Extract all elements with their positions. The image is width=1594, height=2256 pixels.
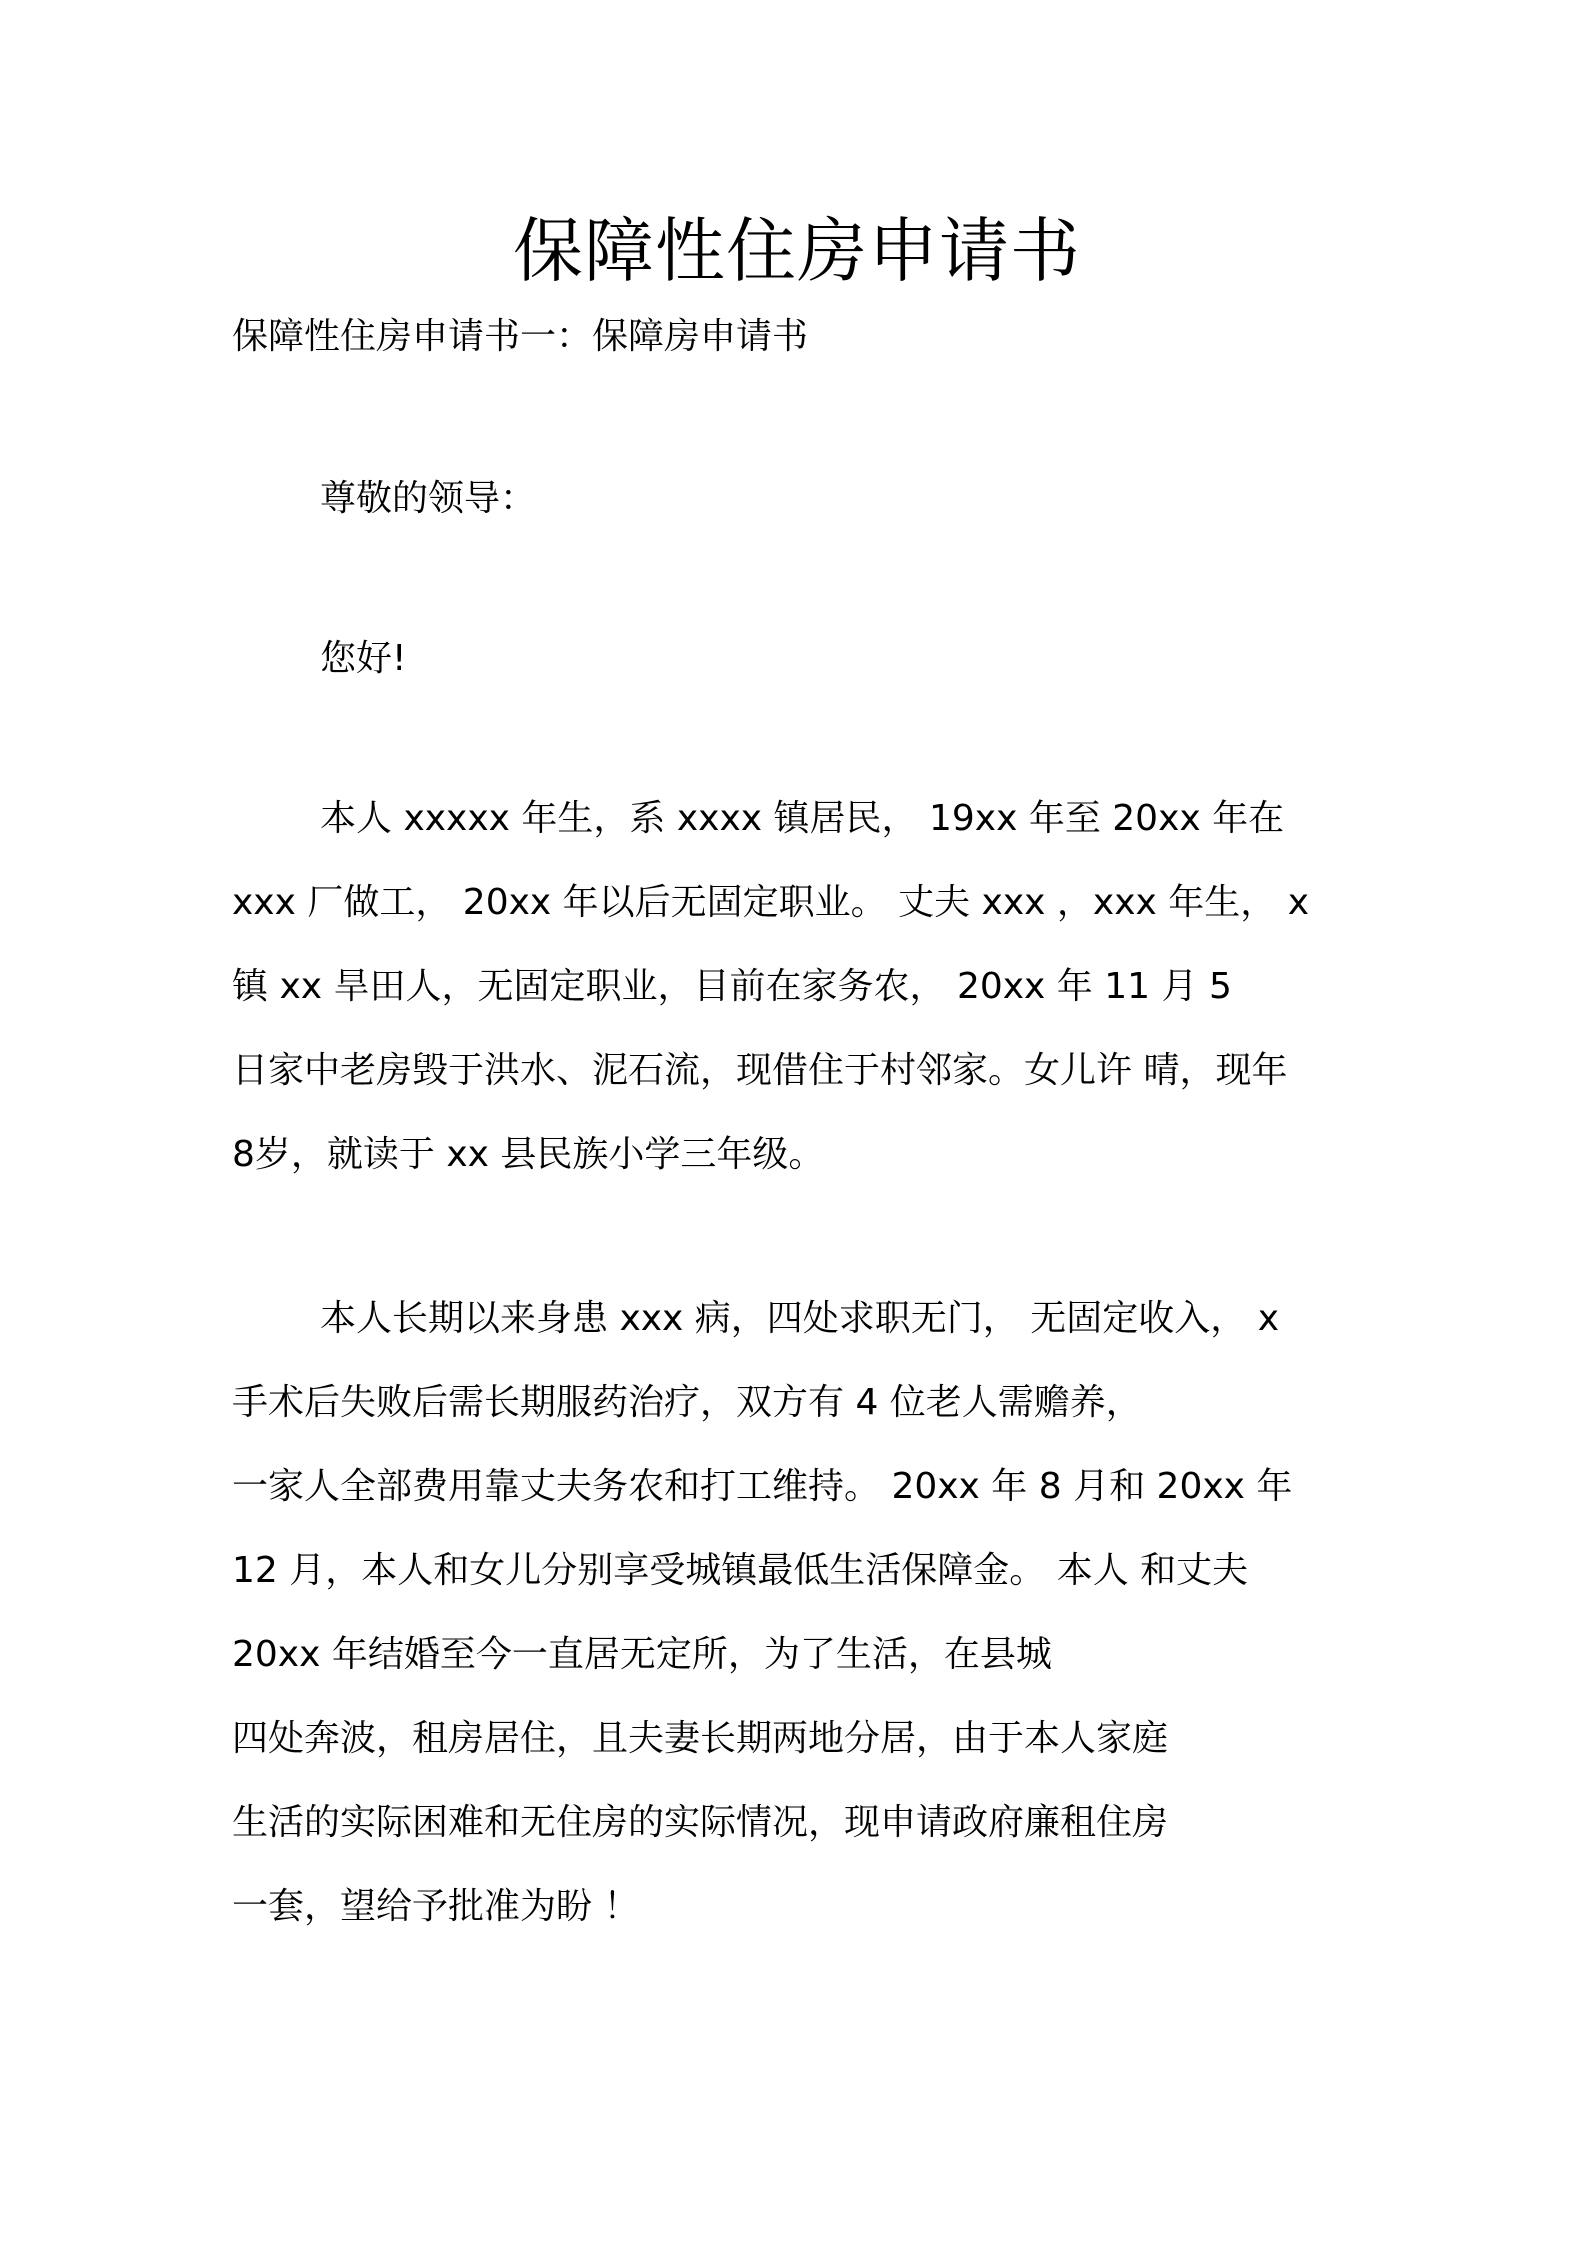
paragraph2-line: 手术后失败后需长期服药治疗，双方有 4 位老人需赡养，	[232, 1382, 1142, 1423]
paragraph1-line: 本人 xxxxx 年生，系 xxxx 镇居民， 19xx 年至 20xx 年在	[320, 798, 1285, 839]
salutation: 尊敬的领导：	[320, 478, 537, 519]
greeting: 您好!	[320, 638, 407, 679]
paragraph1-line: xxx 厂做工， 20xx 年以后无固定职业。 丈夫 xxx ，xxx 年生， x	[232, 882, 1310, 923]
document-title: 保障性住房申请书	[513, 210, 1081, 292]
paragraph1-line: 日家中老房毁于洪水、泥石流，现借住于村邻家。女儿许 晴，现年	[232, 1050, 1288, 1091]
paragraph2-line: 一家人全部费用靠丈夫务农和打工维持。 20xx 年 8 月和 20xx 年	[232, 1466, 1293, 1507]
paragraph2-line: 一套，望给予批准为盼 ！	[232, 1886, 640, 1927]
paragraph2-line: 本人长期以来身患 xxx 病，四处求职无门， 无固定收入， x	[320, 1298, 1279, 1339]
paragraph2-line: 12 月，本人和女儿分别享受城镇最低生活保障金。 本人 和丈夫	[232, 1550, 1249, 1591]
paragraph2-line: 生活的实际困难和无住房的实际情况，现申请政府廉租住房	[232, 1802, 1169, 1843]
document-subtitle: 保障性住房申请书一：保障房申请书	[232, 316, 809, 357]
paragraph1-line: 镇 xx 旱田人，无固定职业，目前在家务农， 20xx 年 11 月 5	[232, 966, 1232, 1007]
paragraph1-line: 8岁，就读于 xx 县民族小学三年级。	[232, 1134, 825, 1175]
paragraph2-line: 20xx 年结婚至今一直居无定所，为了生活，在县城	[232, 1634, 1052, 1675]
paragraph2-line: 四处奔波，租房居住，且夫妻长期两地分居，由于本人家庭	[232, 1718, 1169, 1759]
